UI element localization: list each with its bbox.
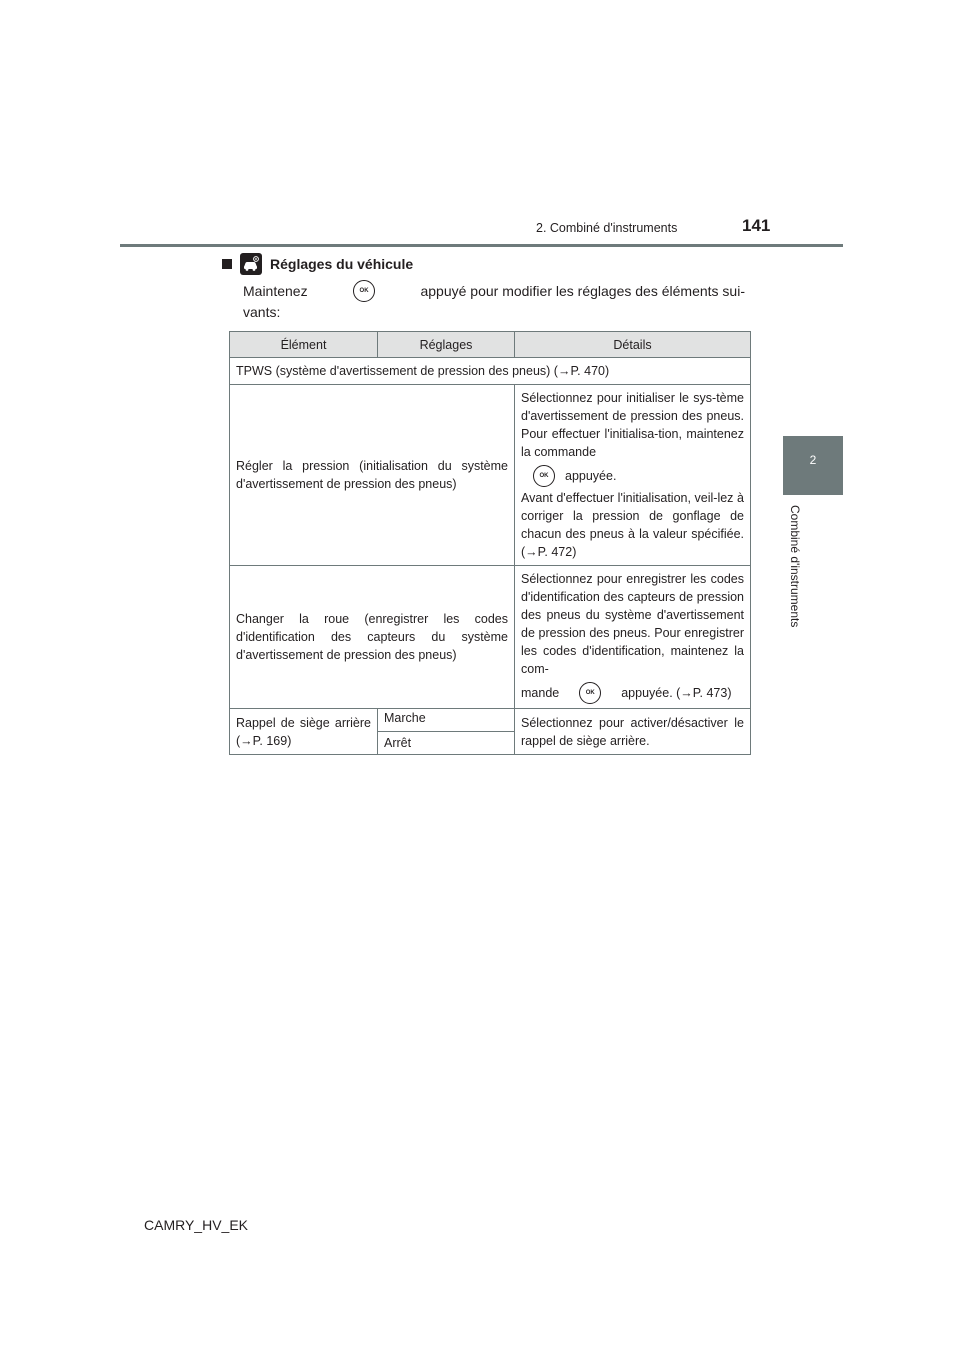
ok-button-icon: OK [533, 465, 555, 487]
pressure-reset-details-text-c: Avant d'effectuer l'initialisation, veil-lez à corriger la pression de gonflage de chacun des pneus à la valeur spécifiée. (→P. 472) [521, 491, 744, 559]
square-bullet-icon [222, 259, 232, 269]
running-header-section: 2. Combiné d'instruments [536, 221, 678, 235]
rear-seat-reminder-details: Sélectionnez pour activer/désactiver le rappel de siège arrière. [515, 709, 751, 755]
table-row [230, 358, 751, 385]
change-wheel-details [515, 566, 751, 709]
vehicle-settings-icon [240, 253, 262, 275]
chapter-side-label [784, 505, 806, 640]
column-header-item: Élément [230, 332, 378, 358]
pressure-reset-item: Régler la pression (initialisation du système d'avertissement de pression des pneus) [230, 385, 515, 566]
ok-instruction-line [533, 465, 744, 487]
pressure-reset-details-text-b: appuyée. [565, 469, 617, 483]
column-header-settings: Réglages [378, 332, 515, 358]
intro-text-line2: vants: [243, 304, 281, 320]
vehicle-settings-table [229, 331, 751, 755]
chapter-number: 2 [809, 453, 817, 467]
change-wheel-details-text-b1: mande [521, 686, 560, 700]
intro-text-part1: Maintenez [243, 282, 308, 299]
intro-paragraph [243, 280, 745, 323]
header-rule [120, 244, 843, 247]
change-wheel-details-text-a: Sélectionnez pour enregistrer les codes d'identification des capteurs de pression des pneus du système d'avertissement de pression des pneus. Pour enregistrer les codes d'identification, maintenez la com- [521, 572, 744, 676]
section-heading [222, 253, 413, 275]
change-wheel-details-text-b2: appuyée. (→P. 473) [621, 686, 732, 700]
intro-text-part2: appuyé pour modifier les réglages des éléments sui- [420, 282, 745, 299]
section-title: Réglages du véhicule [270, 256, 414, 272]
chapter-label: Combiné d'instruments [788, 505, 802, 628]
setting-off: Arrêt [378, 732, 515, 755]
table-row [230, 385, 751, 566]
ok-instruction-line [521, 682, 744, 704]
footer-model-code: CAMRY_HV_EK [144, 1217, 249, 1233]
change-wheel-item: Changer la roue (enregistrer les codes d'identification des capteurs du système d'avertissement de pression des pneus) [230, 566, 515, 709]
pressure-reset-details-text-a: Sélectionnez pour initialiser le sys-tème d'avertissement de pression des pneus. Pour effectuer l'initialisa-tion, maintenez la commande [521, 391, 744, 459]
page-number: 141 [742, 216, 771, 235]
setting-on: Marche [378, 709, 515, 732]
ok-button-icon: OK [579, 682, 601, 704]
table-row [230, 566, 751, 709]
table-row [230, 709, 751, 732]
tpws-group-row: TPWS (système d'avertissement de pression des pneus) (→P. 470) [230, 358, 751, 385]
pressure-reset-details [515, 385, 751, 566]
chapter-tab [783, 436, 843, 495]
column-header-details: Détails [515, 332, 751, 358]
rear-seat-reminder-item: Rappel de siège arrière (→P. 169) [230, 709, 378, 755]
ok-button-icon: OK [353, 280, 375, 302]
table-header-row [230, 332, 751, 358]
